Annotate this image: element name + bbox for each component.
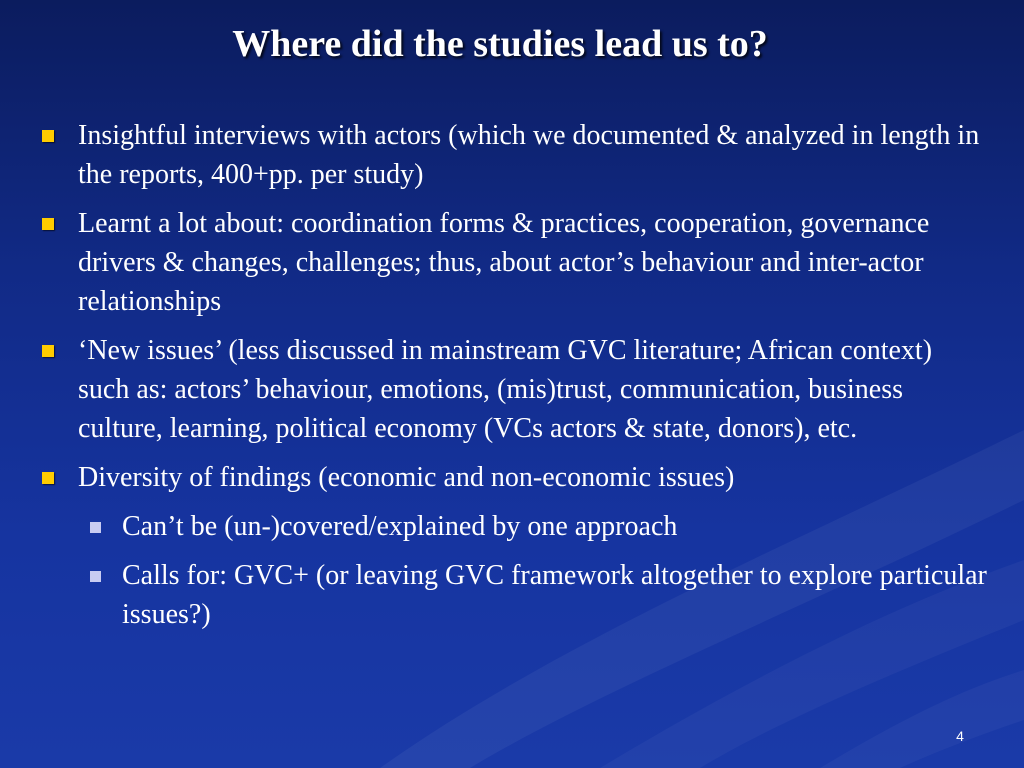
bullet-item-diversity: [38, 458, 988, 497]
bullet-text: Learnt a lot about: coordination forms & practices, cooperation, governance drivers & changes, challenges; thus, about actor’s behaviour and inter-actor relationships: [78, 208, 930, 317]
sub-bullet-text: Calls for: GVC+ (or leaving GVC framework altogether to explore particular issues?): [122, 560, 987, 630]
sub-bullet-text: Can’t be (un-)covered/explained by one approach: [122, 511, 678, 542]
square-sub-bullet-icon: [90, 571, 101, 582]
bullet-item-interviews: [38, 116, 988, 194]
bullet-text: Insightful interviews with actors (which we documented & analyzed in length in the reports, 400+pp. per study): [78, 120, 980, 190]
sub-bullet-item-one-approach: [84, 507, 988, 546]
bullet-text: Diversity of findings (economic and non-economic issues): [78, 462, 735, 493]
square-sub-bullet-icon: [90, 522, 101, 533]
bullet-list: [38, 116, 988, 644]
page-number: 4: [956, 728, 964, 744]
slide-title: Where did the studies lead us to?: [232, 23, 768, 65]
sub-bullet-item-gvc-plus: [84, 556, 988, 634]
bullet-item-new-issues: [38, 331, 988, 448]
bullet-text: ‘New issues’ (less discussed in mainstream GVC literature; African context) such as: actors’ behaviour, emotions, (mis)trust, communication, business culture, learning, political economy (VCs actors & state, donors), etc.: [78, 335, 933, 444]
square-bullet-icon: [42, 345, 54, 357]
square-bullet-icon: [42, 130, 54, 142]
bullet-item-learnt: [38, 204, 988, 321]
square-bullet-icon: [42, 472, 54, 484]
square-bullet-icon: [42, 218, 54, 230]
